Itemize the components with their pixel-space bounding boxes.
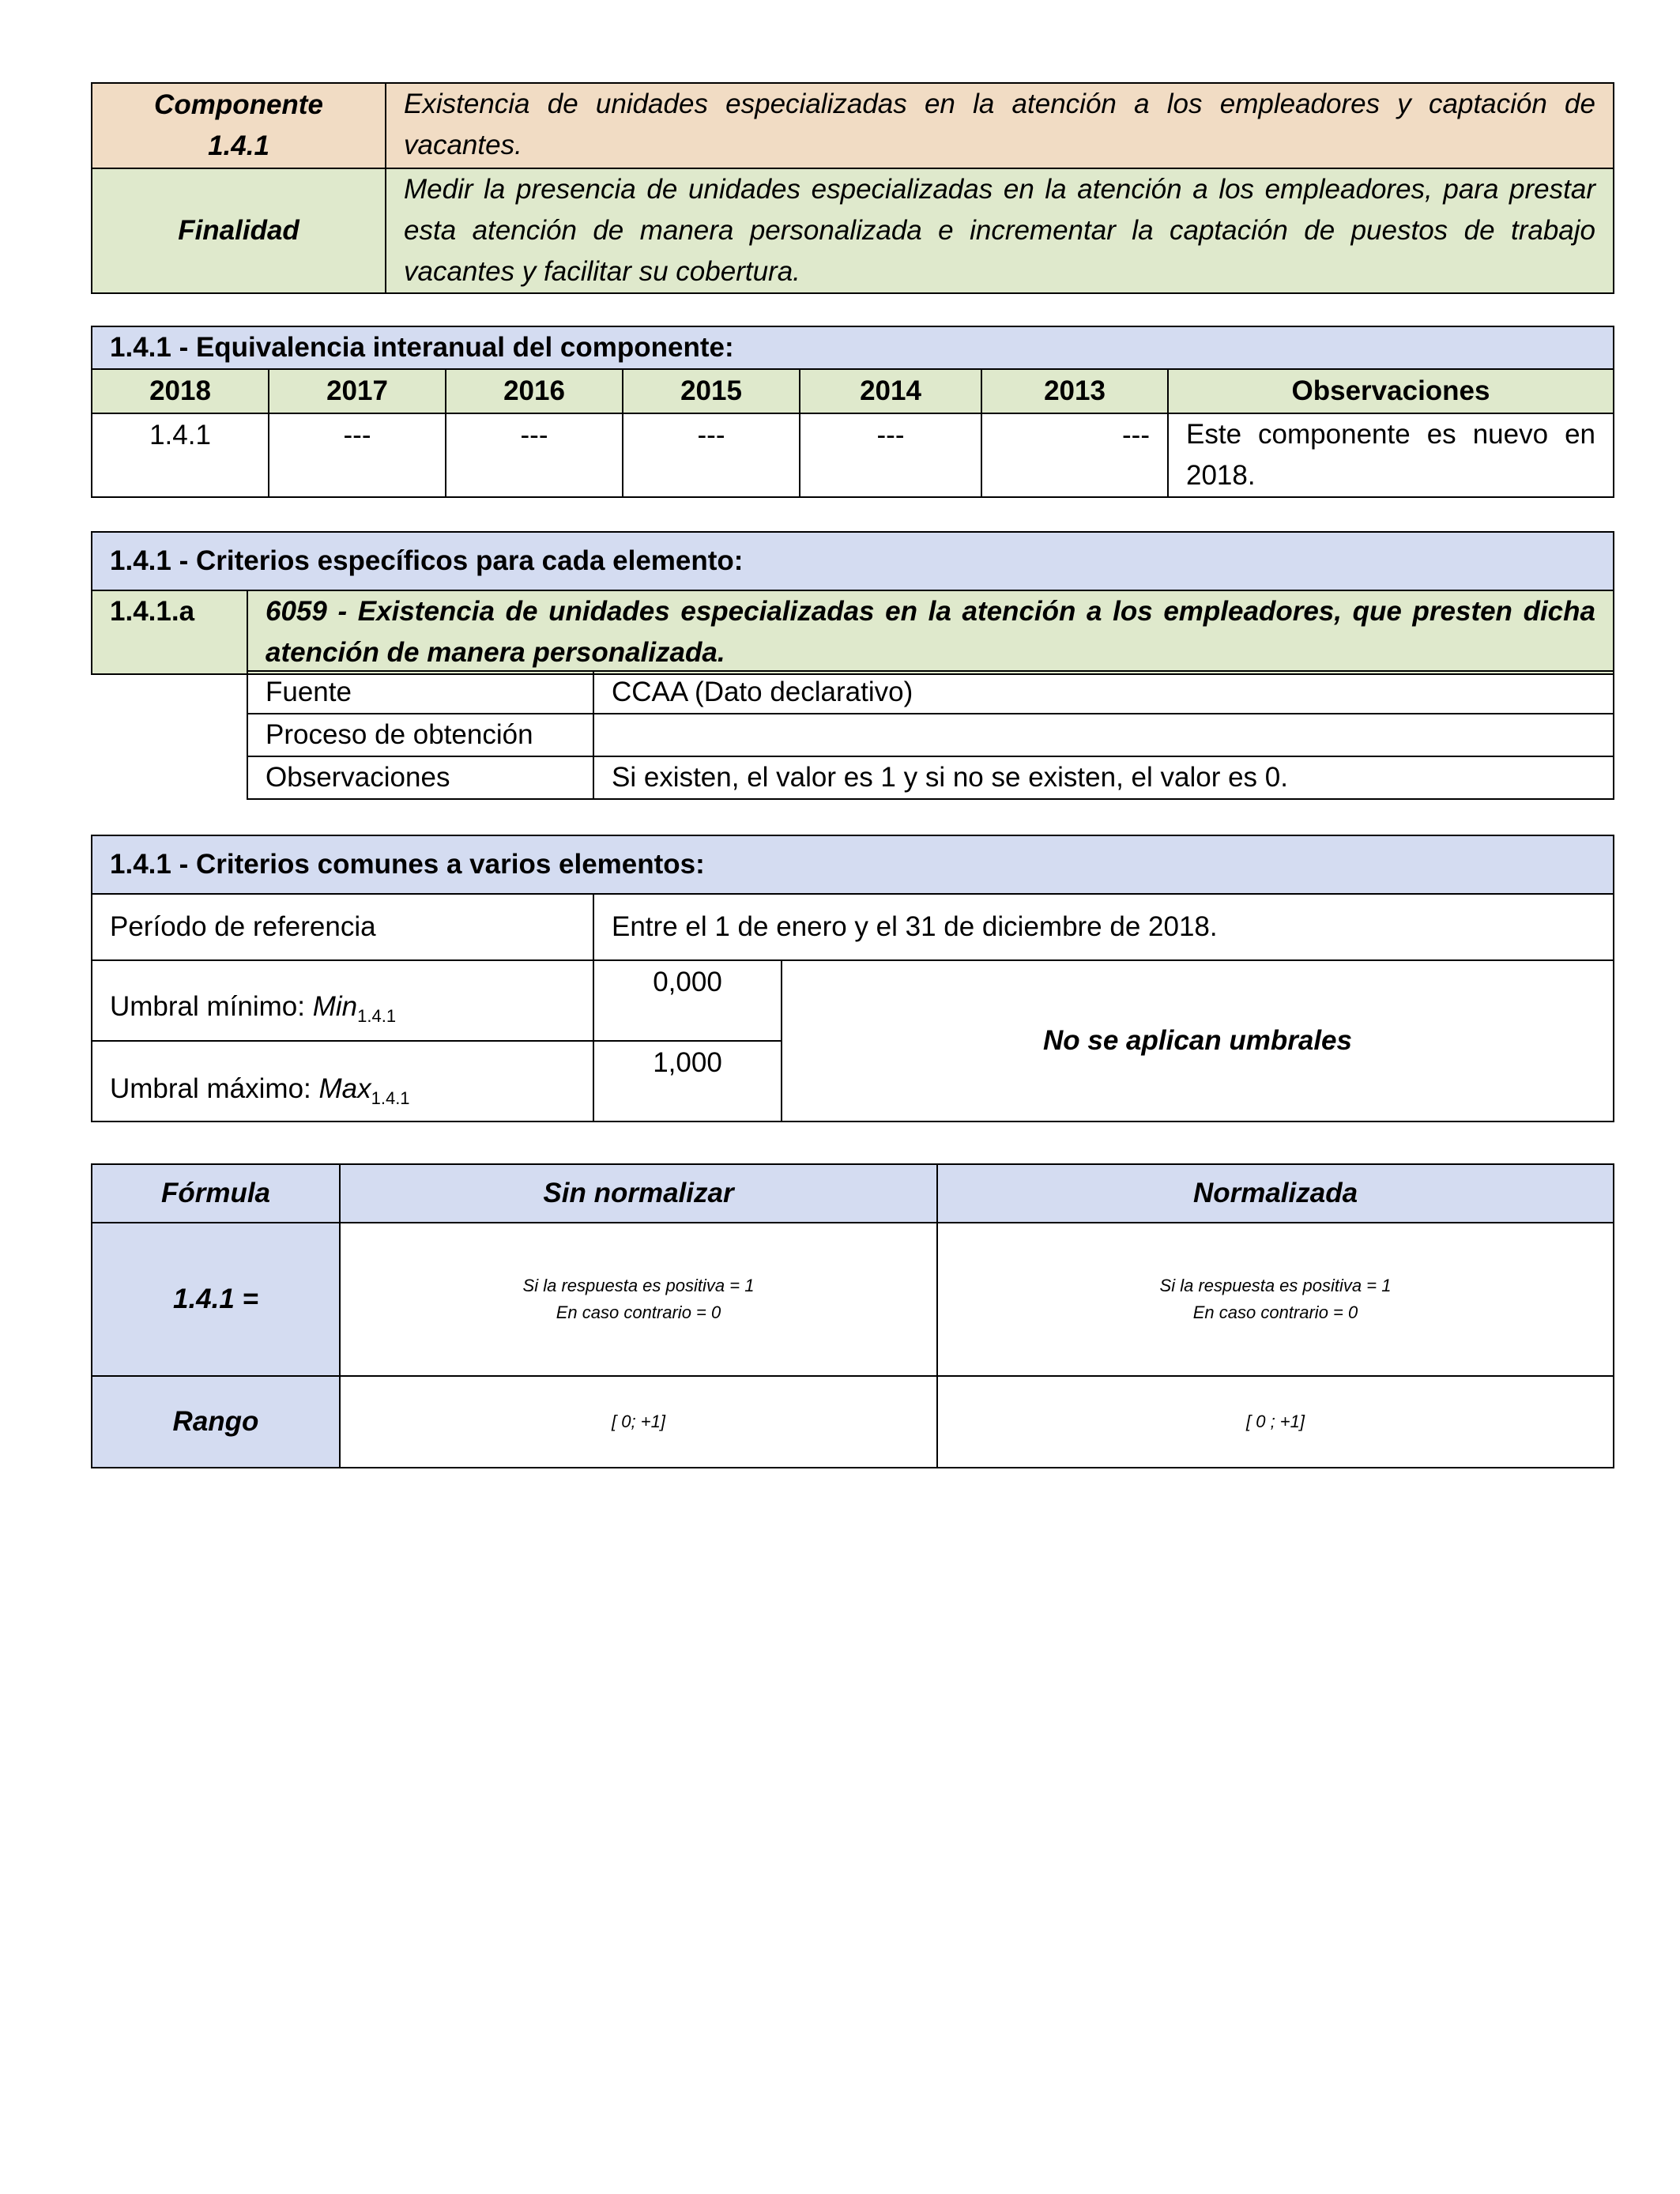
formula-table [91,1163,1614,1468]
header-2013: 2013 [981,369,1168,413]
max-threshold-label [92,1041,593,1122]
detail-label-observaciones: Observaciones [247,756,593,799]
period-value: Entre el 1 de enero y el 31 de diciembre de 2018. [593,894,1614,960]
min-symbol: Min [312,991,358,1022]
raw-range: [ 0; +1] [340,1376,937,1468]
formula-header: Fórmula [92,1164,340,1223]
raw-formula-line1: Si la respuesta es positiva = 1 [522,1276,755,1295]
cell-2018: 1.4.1 [92,413,269,497]
normalized-header: Normalizada [937,1164,1614,1223]
min-label-text: Umbral mínimo: [110,991,313,1022]
component-label: Componente [154,89,323,120]
specific-criteria [91,531,1614,675]
detail-value-observaciones: Si existen, el valor es 1 y si no se existen, el valor es 0. [593,756,1614,799]
raw-formula-line2: En caso contrario = 0 [556,1302,721,1322]
cell-2017: --- [269,413,446,497]
purpose-text: Medir la presencia de unidades especializadas en la atención a los empleadores, para prestar esta atención de manera personalizada e incrementar la captación de puestos de trabajo vacantes y facilitar su cobertura. [386,168,1614,293]
raw-header: Sin normalizar [340,1164,937,1223]
detail-value-fuente: CCAA (Dato declarativo) [593,671,1614,714]
header-2015: 2015 [623,369,800,413]
min-sub: 1.4.1 [357,1006,397,1026]
cell-2016: --- [446,413,623,497]
max-label-text: Umbral máximo: [110,1073,319,1104]
max-sub: 1.4.1 [371,1088,410,1108]
equivalence-title: 1.4.1 - Equivalencia interanual del componente: [92,326,1614,369]
min-threshold-value: 0,000 [593,960,782,1041]
header-observaciones: Observaciones [1168,369,1614,413]
normalized-formula [937,1223,1614,1376]
norm-formula-line2: En caso contrario = 0 [1192,1302,1358,1322]
component-description: Existencia de unidades especializadas en la atención a los empleadores y captación de vacantes. [386,83,1614,168]
cell-observaciones: Este componente es nuevo en 2018. [1168,413,1614,497]
detail-label-proceso: Proceso de obtención [247,714,593,756]
period-label: Período de referencia [92,894,593,960]
element-description: 6059 - Existencia de unidades especializadas en la atención a los empleadores, que presten dicha atención de manera personalizada. [247,590,1614,674]
header-2014: 2014 [800,369,981,413]
cell-2014: --- [800,413,981,497]
threshold-note: No se aplican umbrales [782,960,1614,1122]
element-detail-table [247,670,1614,800]
component-number: 1.4.1 [208,130,269,161]
purpose-label: Finalidad [92,168,386,293]
component-table [91,82,1614,294]
common-criteria [91,835,1614,1122]
normalized-range: [ 0 ; +1] [937,1376,1614,1468]
specific-title: 1.4.1 - Criterios específicos para cada elemento: [92,532,1614,590]
component-label-cell [92,83,386,168]
max-threshold-value: 1,000 [593,1041,782,1122]
norm-formula-line1: Si la respuesta es positiva = 1 [1159,1276,1392,1295]
header-2016: 2016 [446,369,623,413]
common-title: 1.4.1 - Criterios comunes a varios elementos: [92,835,1614,894]
cell-2015: --- [623,413,800,497]
detail-label-fuente: Fuente [247,671,593,714]
raw-formula [340,1223,937,1376]
cell-2013: --- [981,413,1168,497]
header-2018: 2018 [92,369,269,413]
formula-label: 1.4.1 = [92,1223,340,1376]
range-label: Rango [92,1376,340,1468]
element-id: 1.4.1.a [92,590,247,674]
header-2017: 2017 [269,369,446,413]
detail-value-proceso [593,714,1614,756]
min-threshold-label [92,960,593,1041]
equivalence-table [91,326,1614,498]
max-symbol: Max [318,1073,371,1104]
